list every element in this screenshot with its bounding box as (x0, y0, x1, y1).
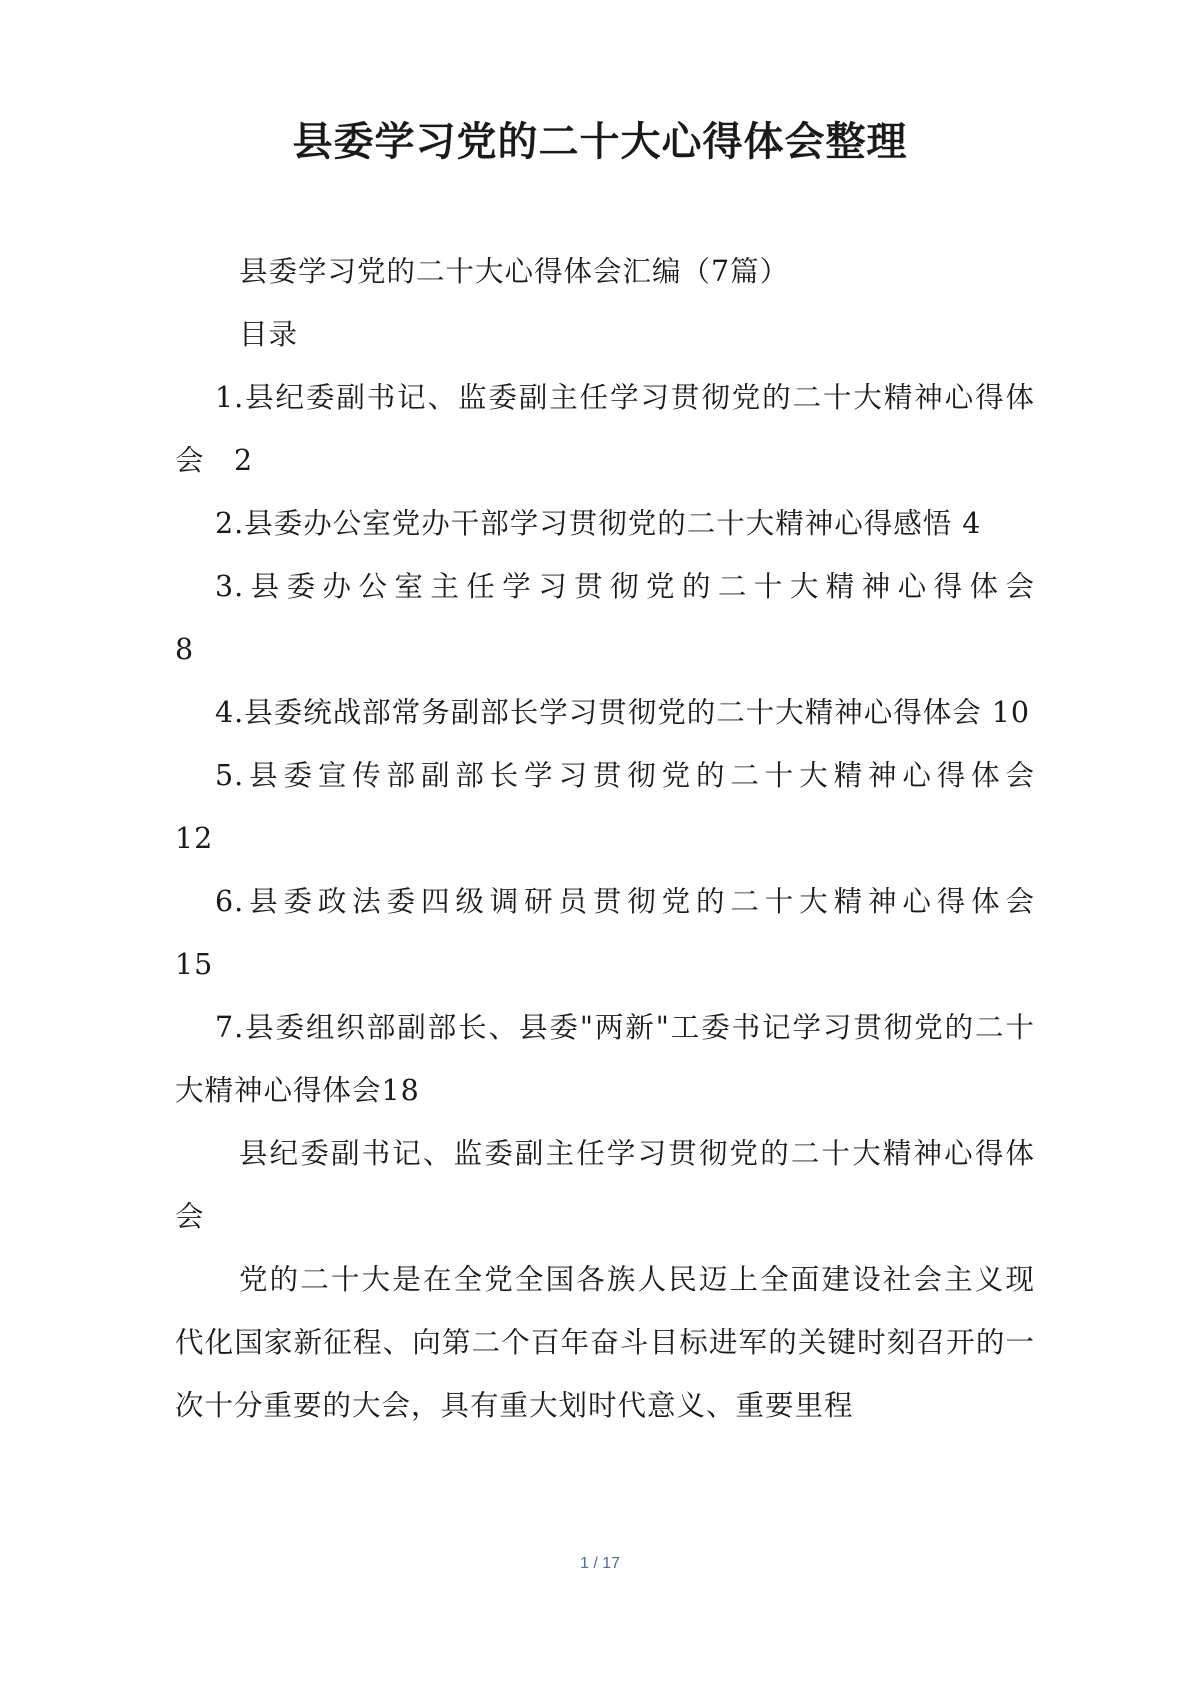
toc-item-1: 1.县纪委副书记、监委副主任学习贯彻党的二十大精神心得体会 2 (175, 381, 1035, 477)
toc-item-3: 3.县委办公室主任学习贯彻党的二十大精神心得体会 8 (175, 570, 1164, 666)
body-paragraph: 党的二十大是在全党全国各族人民迈上全面建设社会主义现代化国家新征程、向第二个百年奋斗目标进军的关键时刻召开的一次十分重要的大会，具有重大划时代意义、重要里程 (175, 1263, 1035, 1422)
toc-item-6: 6.县委政法委四级调研员贯彻党的二十大精神心得体会 15 (175, 885, 1124, 981)
toc-item-2: 2.县委办公室党办干部学习贯彻党的二十大精神心得感悟 4 (215, 507, 982, 540)
section-heading: 县纪委副书记、监委副主任学习贯彻党的二十大精神心得体会 (175, 1137, 1035, 1233)
document-body (175, 240, 1164, 1437)
subtitle: 县委学习党的二十大心得体会汇编（7篇） (239, 255, 790, 288)
page-indicator: 1 / 17 (579, 1555, 621, 1572)
toc-item-4: 4.县委统战部常务副部长学习贯彻党的二十大精神心得体会 10 (215, 696, 1031, 729)
toc-item-7: 7.县委组织部副部长、县委"两新"工委书记学习贯彻党的二十大精神心得体会18 (175, 1011, 1035, 1107)
document-title: 县委学习党的二十大心得体会整理 (292, 119, 908, 165)
toc-heading: 目录 (239, 318, 299, 351)
toc-item-5: 5.县委宣传部副部长学习贯彻党的二十大精神心得体会 12 (175, 759, 1124, 855)
